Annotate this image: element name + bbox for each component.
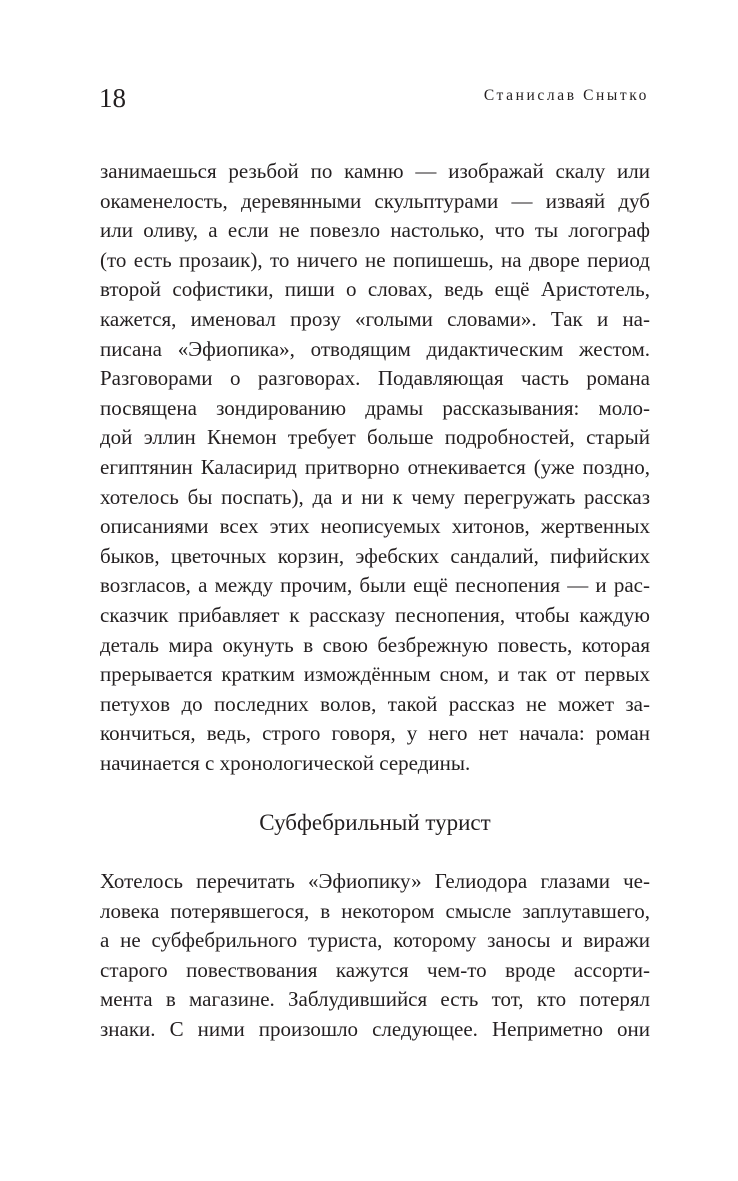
text-line: занимаешься резьбой по камню — изображай скалу или: [100, 159, 650, 183]
text-line: второй софистики, пиши о словах, ведь ещё Аристотель,: [100, 277, 650, 302]
text-line: Разговорами о разговорах. Подавляющая часть романа: [100, 366, 650, 391]
text-line: египтянин Каласирид притворно отнекивается (уже поздно,: [100, 454, 650, 479]
text-line: описаниями всех этих неописуемых хитонов, жертвенных: [100, 514, 650, 539]
section-heading: Субфебрильный турист: [259, 810, 491, 835]
text-line: писана «Эфиопика», отводящим дидактическим жестом.: [100, 336, 650, 361]
text-line: прерывается кратким измождённым сном, и так от первых: [100, 662, 650, 687]
text-line: деталь мира окунуть в свою безбрежную повесть, которая: [100, 632, 650, 657]
text-line: Хотелось перечитать «Эфиопику» Гелиодора глазами че-: [100, 869, 650, 893]
text-line: возгласов, а между прочим, были ещё песнопения — и рас-: [100, 573, 650, 598]
paragraph-2: [100, 867, 650, 1045]
text-line: окаменелость, деревянными скульптурами — изваяй дуб: [100, 188, 650, 213]
text-line: хотелось бы поспать), да и ни к чему перегружать рассказ: [100, 484, 650, 509]
text-line: знаки. С ними произошло следующее. Неприметно они: [100, 1016, 650, 1041]
text-line: дой эллин Кнемон требует больше подробностей, старый: [100, 425, 650, 450]
text-line: старого повествования кажутся чем-то вроде ассорти-: [100, 957, 650, 982]
text-line: быков, цветочных корзин, эфебских сандалий, пифийских: [100, 543, 650, 568]
text-line: а не субфебрильного туриста, которому заносы и виражи: [100, 928, 650, 953]
page-number: 18: [99, 83, 126, 113]
paragraph-1: [100, 157, 650, 778]
text-line: ловека потерявшегося, в некотором смысле заплутавшего,: [100, 898, 650, 923]
running-header-author: Станислав Снытко: [483, 87, 649, 104]
text-line: или оливу, а если не повезло настолько, что ты логограф: [100, 218, 650, 243]
text-line: кончиться, ведь, строго говоря, у него нет начала: роман: [100, 721, 650, 746]
text-line: посвящена зондированию драмы рассказывания: моло-: [100, 395, 650, 420]
text-line: кажется, именовал прозу «голыми словами». Так и на-: [100, 306, 650, 331]
text-line: (то есть прозаик), то ничего не попишешь, на дворе период: [100, 247, 650, 272]
text-line: сказчик прибавляет к рассказу песнопения, чтобы каждую: [100, 602, 650, 627]
text-line: мента в магазине. Заблудившийся есть тот, кто потерял: [100, 987, 650, 1012]
text-line: петухов до последних волов, такой рассказ не может за-: [100, 691, 650, 716]
text-line: начинается с хронологической середины.: [100, 750, 471, 775]
